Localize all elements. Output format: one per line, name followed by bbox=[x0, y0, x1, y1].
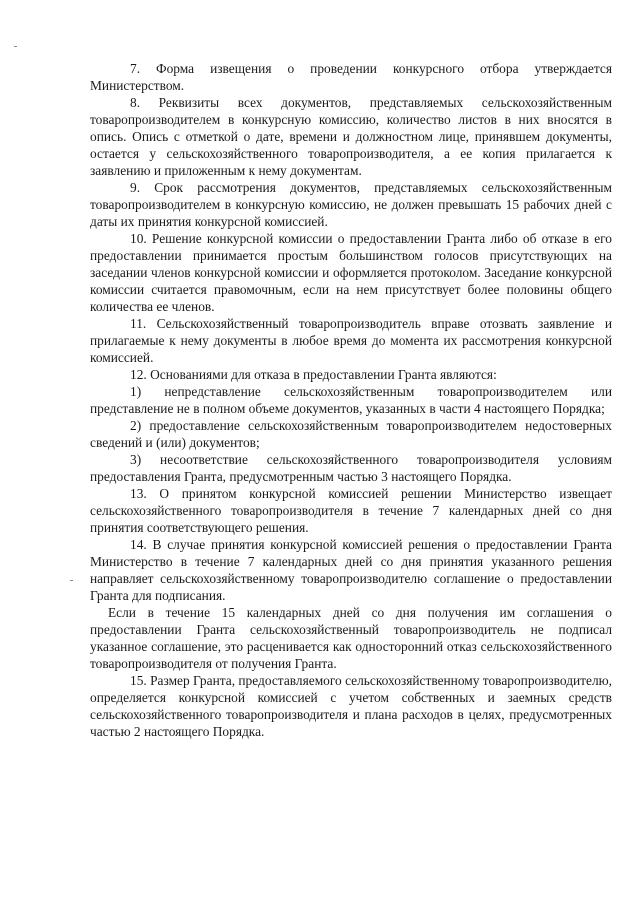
document-page bbox=[90, 60, 612, 740]
paragraph-12-item-2: 2) предоставление сельскохозяйственным товаропроизводителем недостоверных сведений и (или) документов; bbox=[90, 418, 612, 450]
paragraph-8: 8. Реквизиты всех документов, представляемых сельскохозяйственным товаропроизводителем в конкурсную комиссию, количество листов в них вносятся в опись. Опись с отметкой о дате, времени и должностном лице, принявшем документы, остается у сельскохозяйственного товаропроизводителя, а ее копия прилагается к заявлению и приложенным к нему документам. bbox=[90, 95, 612, 178]
scan-mark bbox=[70, 580, 73, 581]
paragraph-12: 12. Основаниями для отказа в предоставлении Гранта являются: bbox=[130, 367, 497, 382]
scan-mark bbox=[14, 46, 17, 47]
paragraph-12-item-1: 1) непредставление сельскохозяйственным товаропроизводителем или представление не в полном объеме документов, указанных в части 4 настоящего Порядка; bbox=[90, 384, 612, 416]
paragraph-10: 10. Решение конкурсной комиссии о предоставлении Гранта либо об отказе в его предоставлении принимается простым большинством голосов присутствующих на заседании членов конкурсной комиссии и оформляется протоколом. Заседание конкурсной комиссии считается правомочным, если на нем присутствует более половины общего количества ее членов. bbox=[90, 231, 612, 314]
paragraph-7: 7. Форма извещения о проведении конкурсного отбора утверждается Министерством. bbox=[90, 61, 612, 93]
paragraph-12-item-3: 3) несоответствие сельскохозяйственного товаропроизводителя условиям предоставления Гранта, предусмотренным частью 3 настоящего Порядка. bbox=[90, 452, 612, 484]
paragraph-14-continuation: Если в течение 15 календарных дней со дня получения им соглашения о предоставлении Гранта сельскохозяйственный товаропроизводитель не подписал указанное соглашение, это расценивается как односторонний отказ сельскохозяйственного товаропроизводителя от получения Гранта. bbox=[90, 605, 612, 671]
paragraph-15: 15. Размер Гранта, предоставляемого сельскохозяйственному товаропроизводителю, определяется конкурсной комиссией с учетом собственных и заемных средств сельскохозяйственного товаропроизводителя и плана расходов в целях, предусмотренных частью 2 настоящего Порядка. bbox=[90, 673, 613, 739]
paragraph-13: 13. О принятом конкурсной комиссией решении Министерство извещает сельскохозяйственного товаропроизводителя в течение 7 календарных дней со дня принятия соответствующего решения. bbox=[90, 486, 612, 535]
paragraph-9: 9. Срок рассмотрения документов, представляемых сельскохозяйственным товаропроизводителем в конкурсную комиссию, не должен превышать 15 рабочих дней с даты их принятия конкурсной комиссией. bbox=[90, 180, 612, 229]
paragraph-11: 11. Сельскохозяйственный товаропроизводитель вправе отозвать заявление и прилагаемые к нему документы в любое время до момента их рассмотрения конкурсной комиссией. bbox=[90, 316, 612, 365]
paragraph-14: 14. В случае принятия конкурсной комиссией решения о предоставлении Гранта Министерство в течение 7 календарных дней со дня принятия указанного решения направляет сельскохозяйственному товаропроизводителю соглашение о предоставлении Гранта для подписания. bbox=[90, 537, 612, 603]
